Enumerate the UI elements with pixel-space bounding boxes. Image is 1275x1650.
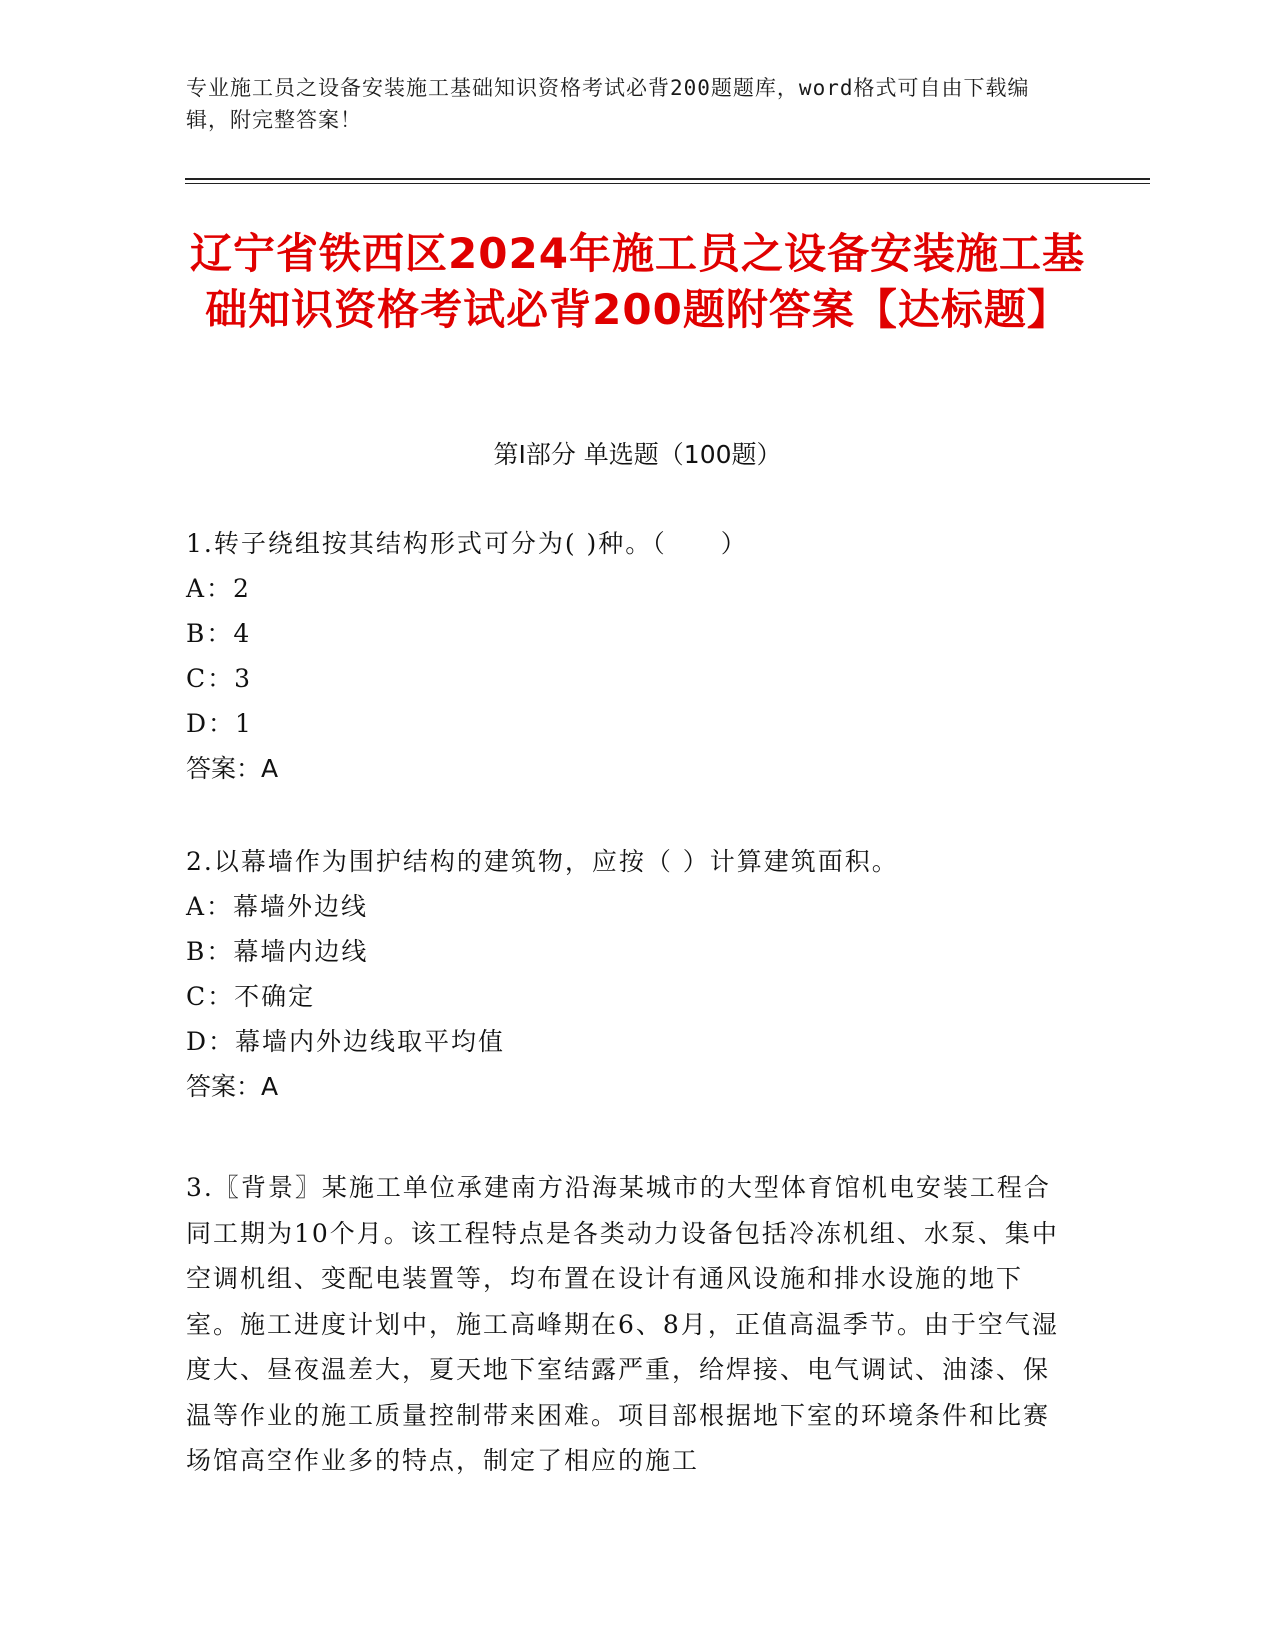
option-b: B：幕墙内边线 [186,937,369,966]
option-c: C：3 [186,664,253,693]
section-heading: 第Ⅰ部分 单选题（100题） [493,440,782,469]
header-rule-thin [185,183,1150,184]
answer-line: 答案：A [186,754,279,783]
header-rule-thick [185,178,1150,180]
document-title: 辽宁省铁西区2024年施工员之设备安装施工基础知识资格考试必背200题附答案【达标题】 [190,229,1085,334]
option-a: A：2 [186,574,251,603]
question-3 [186,1165,1066,1484]
question-stem: 1.转子绕组按其结构形式可分为( )种。（ ） [186,529,748,558]
question-stem: 3.〖背景〗某施工单位承建南方沿海某城市的大型体育馆机电安装工程合同工期为10个月。该工程特点是各类动力设备包括冷冻机组、水泵、集中空调机组、变配电装置等，均布置在设计有通风设施和排水设施的地下室。施工进度计划中，施工高峰期在6、8月，正值高温季节。由于空气湿度大、昼夜温差大，夏天地下室结露严重，给焊接、电气调试、油漆、保温等作业的施工质量控制带来困难。项目部根据地下室的环境条件和比赛场馆高空作业多的特点，制定了相应的施工 [186,1173,1059,1475]
question-2 [186,839,1066,1109]
option-d: D：1 [186,709,253,738]
option-a: A：幕墙外边线 [186,892,369,921]
answer-line: 答案：A [186,1072,279,1101]
question-1 [186,521,1066,791]
option-d: D：幕墙内外边线取平均值 [186,1027,506,1056]
option-b: B：4 [186,619,252,648]
question-stem: 2.以幕墙作为围护结构的建筑物，应按（ ）计算建筑面积。 [186,847,899,876]
option-c: C：不确定 [186,982,316,1011]
header-note: 专业施工员之设备安装施工基础知识资格考试必背200题题库，word格式可自由下载编辑，附完整答案！ [186,76,1030,132]
